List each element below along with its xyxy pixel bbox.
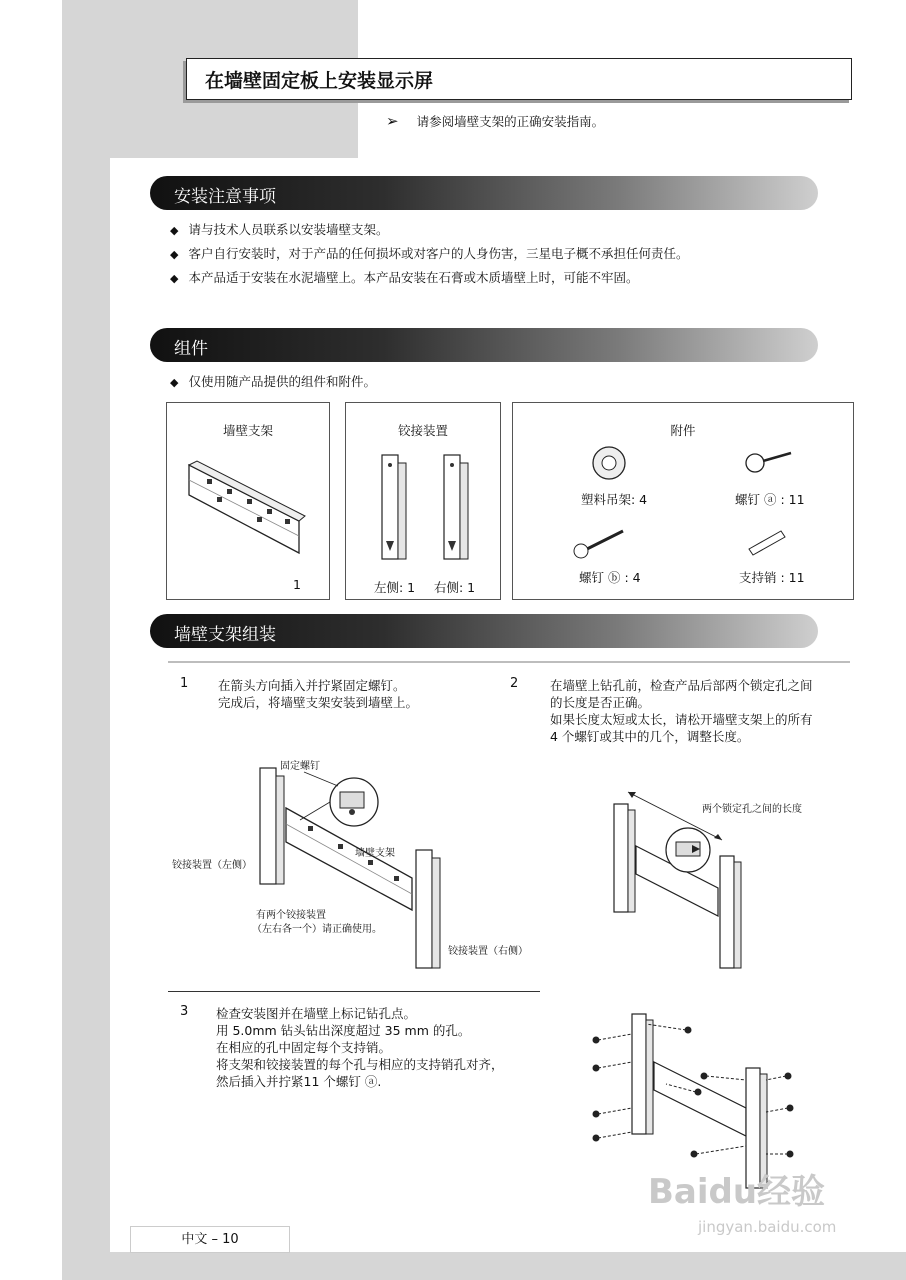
wall-bracket-box xyxy=(166,402,330,600)
step-line: 在相应的孔中固定每个支持销。 xyxy=(216,1040,392,1055)
section-heading: 墙壁支架组装 xyxy=(174,625,276,645)
accessories-box xyxy=(512,402,854,600)
step-line: 完成后，将墙壁支架安装到墙壁上。 xyxy=(218,695,419,710)
reference-note xyxy=(386,112,604,130)
screw-a-label: 螺钉 ⓐ : 11 xyxy=(735,492,805,507)
callout-wall-bracket: 墙壁支架 xyxy=(355,848,395,859)
step-number: 2 xyxy=(510,676,519,691)
reference-note-text: 请参阅墙壁支架的正确安装指南。 xyxy=(416,114,605,129)
callout-fixing-screw: 固定螺钉 xyxy=(280,761,320,772)
step-line: 的长度是否正确。 xyxy=(550,695,651,710)
callout-hinge-left: 铰接装置（左侧） xyxy=(172,860,252,871)
page-title: 在墙壁固定板上安装显示屏 xyxy=(205,70,434,92)
list-item: ◆ 请与技术人员联系以安装墙壁支架。 xyxy=(170,218,688,242)
precautions-list xyxy=(170,218,688,290)
box-title: 附件 xyxy=(670,423,696,438)
step-line: 如果长度太短或太长，请松开墙壁支架上的所有 xyxy=(550,712,813,727)
callout-locking-hole-length: 两个锁定孔之间的长度 xyxy=(702,804,802,815)
callout-hinge-right: 铰接装置（右侧） xyxy=(448,946,528,957)
anchor-label: 支持销 : 11 xyxy=(739,570,805,585)
grey-band-bottom xyxy=(110,1252,906,1280)
callout-two-hinges-2: （左右各一个）请正确使用。 xyxy=(252,924,382,935)
watermark-url: jingyan.baidu.com xyxy=(698,1218,837,1236)
arrow-icon: ➢ xyxy=(386,112,399,130)
components-list xyxy=(170,370,376,394)
wall-bracket-count: 1 xyxy=(293,577,301,592)
page-title-box xyxy=(186,58,852,100)
plastic-hanger-label: 塑料吊架: 4 xyxy=(581,492,648,507)
step-number: 3 xyxy=(180,1004,189,1019)
step-line: 然后插入并拧紧11 个螺钉 ⓐ. xyxy=(216,1074,382,1089)
hinge-right-count: 右侧: 1 xyxy=(434,580,476,595)
step2-text xyxy=(550,677,813,745)
section-header-assembly xyxy=(150,614,818,648)
box-title: 墙壁支架 xyxy=(222,423,273,438)
hinge-left-count: 左侧: 1 xyxy=(374,580,416,595)
divider xyxy=(168,661,850,663)
section-header-precautions xyxy=(150,176,818,210)
section-heading: 组件 xyxy=(174,339,208,359)
step-divider xyxy=(168,991,540,992)
page-footer: 中文 – 10 xyxy=(130,1226,290,1253)
step-number: 1 xyxy=(180,676,189,691)
hinge-illustration xyxy=(346,403,500,599)
step3-text xyxy=(216,1005,504,1090)
box-title: 铰接装置 xyxy=(397,423,448,438)
step-line: 将支架和铰接装置的每个孔与相应的支持销孔对齐， xyxy=(216,1057,504,1072)
step-line: 检查安装图并在墙壁上标记钻孔点。 xyxy=(216,1006,417,1021)
hinge-box xyxy=(345,402,501,600)
watermark-logo: Baidu经验 xyxy=(648,1172,826,1212)
grey-band-left xyxy=(62,158,110,1280)
section-heading: 安装注意事项 xyxy=(174,187,276,207)
step-line: 用 5.0mm 钻头钻出深度超过 35 mm 的孔。 xyxy=(216,1023,471,1038)
list-item: ◆ 仅使用随产品提供的组件和附件。 xyxy=(170,370,376,394)
step1-text xyxy=(218,677,418,711)
section-header-components xyxy=(150,328,818,362)
list-item: ◆ 客户自行安装时，对于产品的任何损坏或对客户的人身伤害，三星电子概不承担任何责任。 xyxy=(170,242,688,266)
step-line: 在箭头方向插入并拧紧固定螺钉。 xyxy=(218,678,406,693)
list-item: ◆ 本产品适于安装在水泥墙壁上。本产品安装在石膏或木质墙壁上时，可能不牢固。 xyxy=(170,266,688,290)
screw-b-label: 螺钉 ⓑ : 4 xyxy=(579,570,641,585)
step-line: 4 个螺钉或其中的几个，调整长度。 xyxy=(550,729,750,744)
wall-bracket-illustration xyxy=(167,403,329,599)
step-line: 在墙壁上钻孔前，检查产品后部两个锁定孔之间 xyxy=(550,678,813,693)
callout-two-hinges-1: 有两个铰接装置 xyxy=(256,910,326,921)
